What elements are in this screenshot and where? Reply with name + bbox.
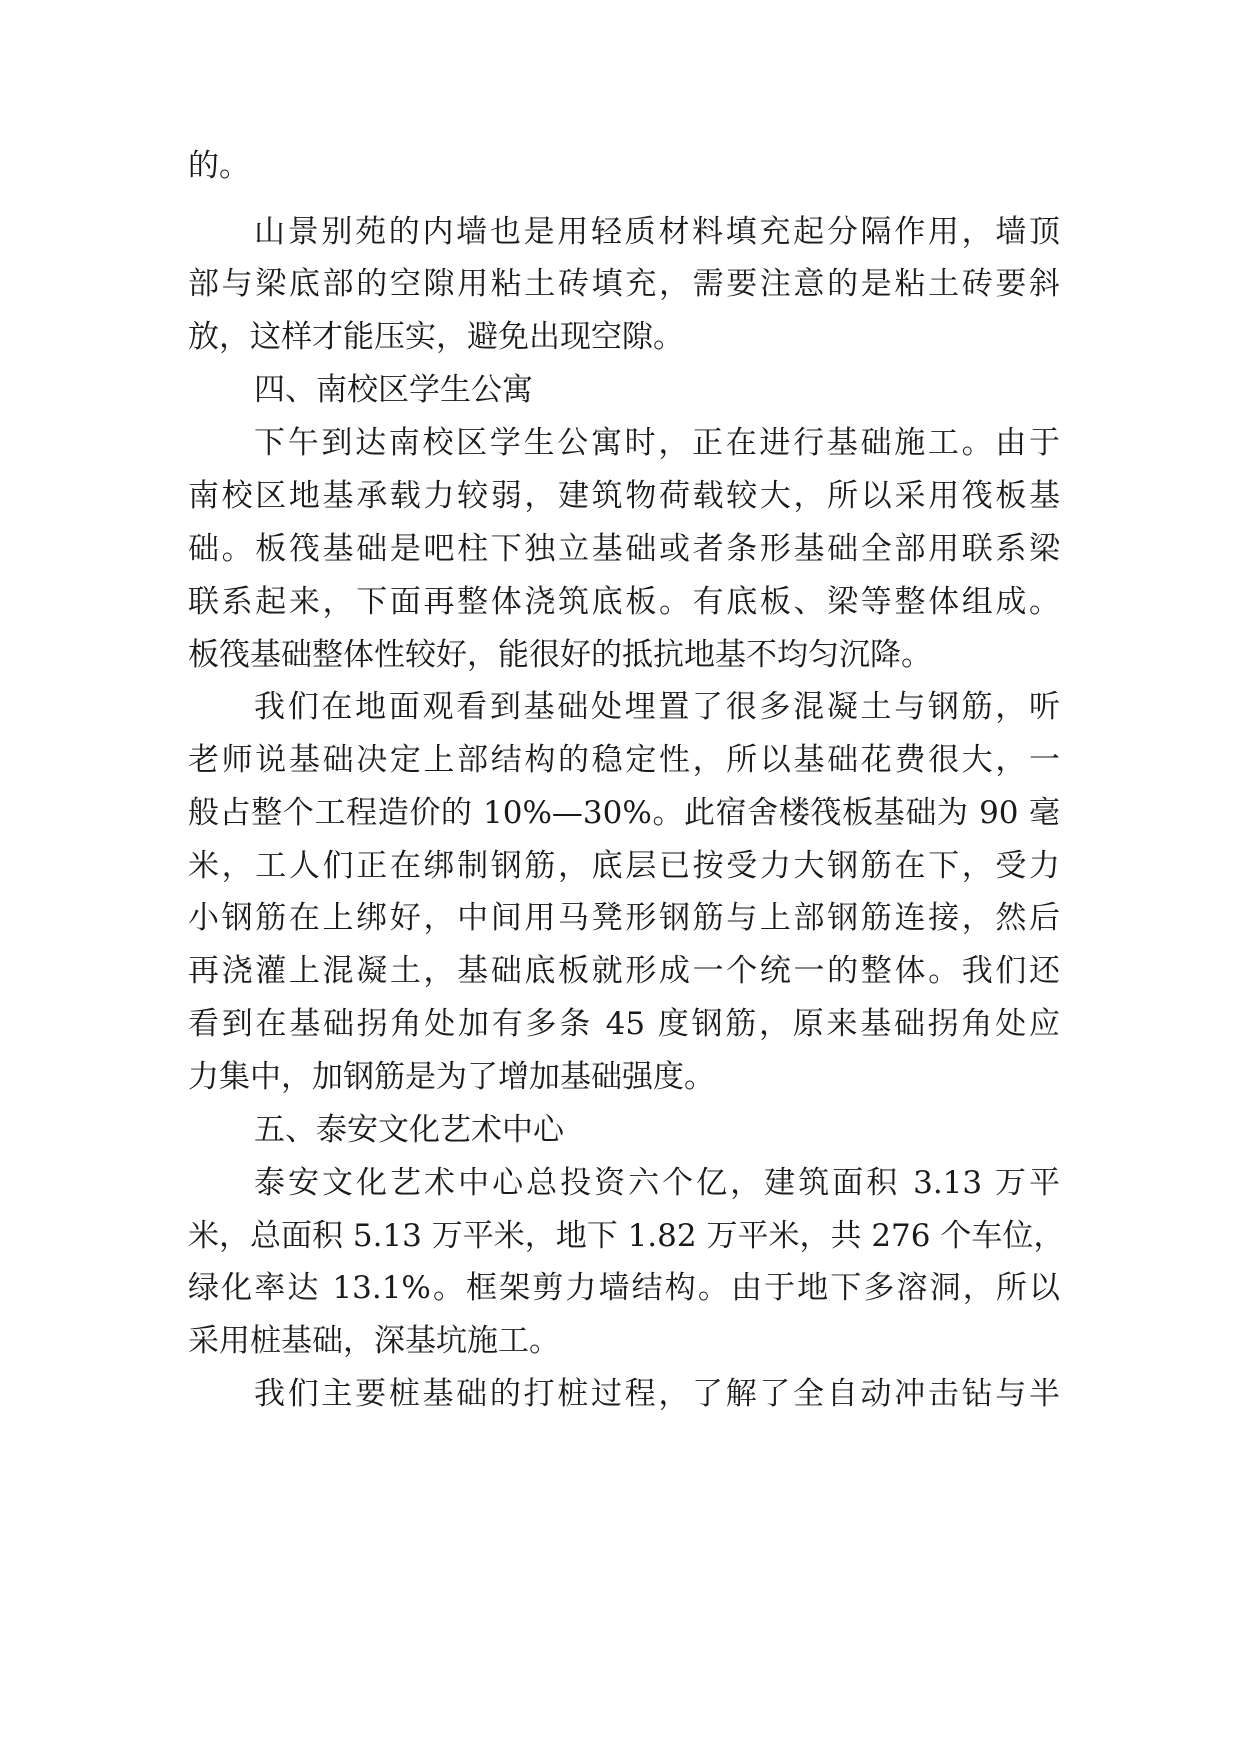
- section-heading: 五、泰安文化艺术中心: [254, 1112, 564, 1148]
- text-line: 板筏基础整体性较好，能很好的抵抗地基不均匀沉降。: [188, 637, 932, 673]
- text-line: 础。板筏基础是吧柱下独立基础或者条形基础全部用联系梁: [188, 531, 1060, 567]
- section-heading: 四、南校区学生公寓: [254, 372, 533, 408]
- text-line: 米，总面积 5.13 万平米，地下 1.82 万平米，共 276 个车位，: [188, 1218, 1065, 1254]
- text-line: 部与梁底部的空隙用粘土砖填充，需要注意的是粘土砖要斜: [188, 266, 1060, 302]
- text-line: 米，工人们正在绑制钢筋，底层已按受力大钢筋在下，受力: [188, 848, 1060, 884]
- text-line: 般占整个工程造价的 10%—30%。此宿舍楼筏板基础为 90 毫: [188, 795, 1060, 831]
- paragraph-first-line: 我们主要桩基础的打桩过程，了解了全自动冲击钻与半: [254, 1376, 1060, 1412]
- text-line: 采用桩基础，深基坑施工。: [188, 1323, 560, 1359]
- text-line: 联系起来，下面再整体浇筑底板。有底板、梁等整体组成。: [188, 584, 1060, 620]
- text-line: 南校区地基承载力较弱，建筑物荷载较大，所以采用筏板基: [188, 478, 1060, 514]
- text-line: 的。: [188, 148, 250, 184]
- text-line: 放，这样才能压实，避免出现空隙。: [188, 319, 684, 355]
- text-line: 老师说基础决定上部结构的稳定性，所以基础花费很大，一: [188, 742, 1060, 778]
- text-line: 绿化率达 13.1%。框架剪力墙结构。由于地下多溶洞，所以: [188, 1270, 1060, 1306]
- paragraph-first-line: 泰安文化艺术中心总投资六个亿，建筑面积 3.13 万平: [254, 1165, 1060, 1201]
- paragraph-first-line: 山景别苑的内墙也是用轻质材料填充起分隔作用，墙顶: [254, 214, 1060, 250]
- text-line: 再浇灌上混凝土，基础底板就形成一个统一的整体。我们还: [188, 953, 1060, 989]
- text-line: 力集中，加钢筋是为了增加基础强度。: [188, 1059, 715, 1095]
- text-line: 小钢筋在上绑好，中间用马凳形钢筋与上部钢筋连接，然后: [188, 900, 1060, 936]
- paragraph-first-line: 我们在地面观看到基础处埋置了很多混凝土与钢筋，听: [254, 689, 1060, 725]
- text-line: 看到在基础拐角处加有多条 45 度钢筋，原来基础拐角处应: [188, 1006, 1060, 1042]
- paragraph-first-line: 下午到达南校区学生公寓时，正在进行基础施工。由于: [254, 425, 1060, 461]
